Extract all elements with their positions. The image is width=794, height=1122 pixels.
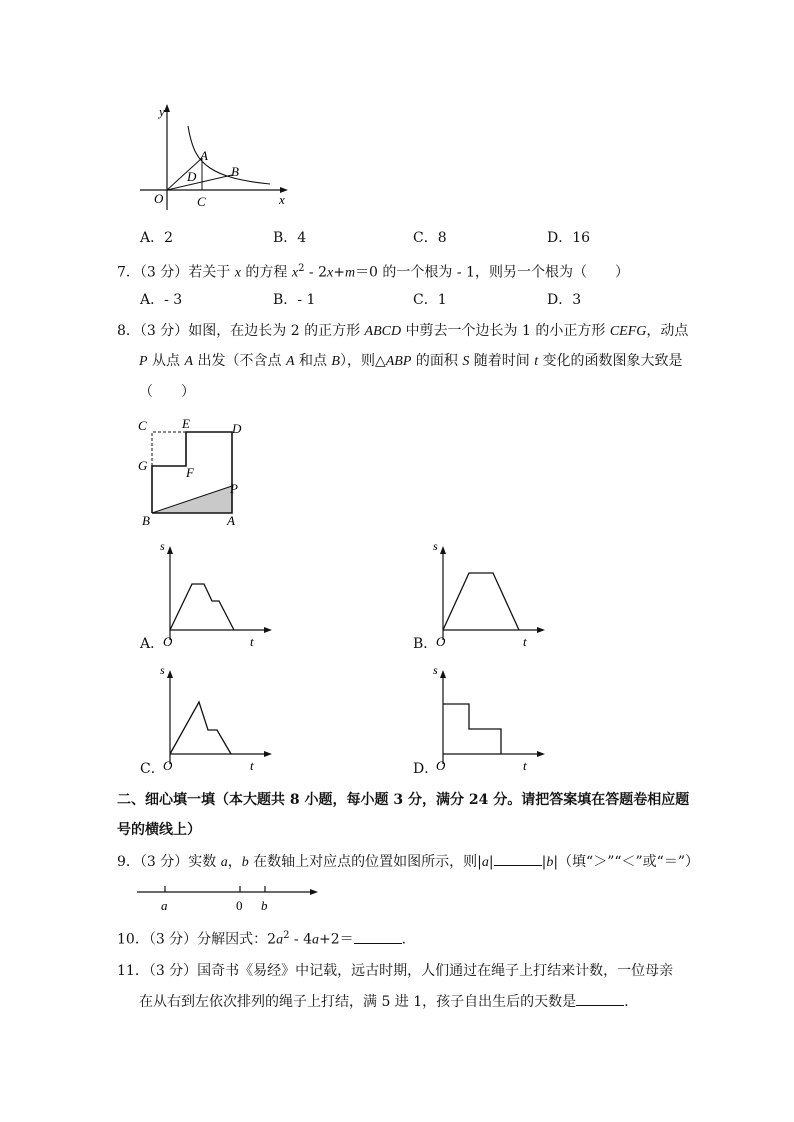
q8-square-figure (132, 412, 252, 530)
q6-segment-OB (167, 175, 232, 190)
q9-stem: 9．（3 分）实数 a，b 在数轴上对应点的位置如图所示，则|a| |b|（填“＞”“＜”或“＝”） (117, 851, 699, 873)
q8-stem-line1: 8．（3 分）如图，在边长为 2 的正方形 ABCD 中剪去一个边长为 1 的小正方形 CEFG，动点 (117, 323, 689, 339)
q9-number-line (135, 882, 320, 914)
q8-graph-d-curve (443, 704, 501, 754)
q6-label-D: D (187, 169, 197, 184)
q8-option-b-letter: B． (413, 636, 438, 652)
q7-option-a: A．- 3 (140, 292, 183, 308)
q8-label-D: D (232, 421, 242, 436)
section2-heading-line2: 号的横线上） (117, 822, 201, 838)
graph-label-t: t (523, 634, 527, 649)
q10-stem: 10．（3 分）分解因式：$2a^2 - 4a+2=$ . (117, 930, 407, 948)
graph-label-O: O (163, 634, 173, 649)
q6-option-c: C．8 (413, 230, 447, 246)
q8-label-P: P (230, 481, 238, 496)
q6-label-A: A (200, 148, 208, 163)
graph-label-O: O (436, 634, 446, 649)
q8-cut-square-dashed (152, 432, 186, 466)
q6-option-d: D．16 (547, 230, 591, 246)
q6-label-O: O (154, 191, 164, 206)
q11-stem-line2: 在从右到左依次排列的绳子上打结，满 5 进 1，孩子自出生后的天数是 . (139, 991, 629, 1012)
q8-graph-b (431, 538, 551, 656)
q6-label-B: B (231, 164, 239, 179)
q6-option-a: A．2 (140, 230, 174, 246)
graph-label-O: O (163, 758, 173, 773)
q9-label-zero: 0 (236, 898, 243, 913)
q7-option-d: D．3 (547, 292, 582, 308)
graph-label-s: s (433, 539, 438, 553)
q8-label-E: E (182, 416, 190, 431)
graph-label-t: t (250, 634, 254, 649)
q9-label-b: b (261, 898, 268, 913)
q6-label-C: C (197, 194, 206, 209)
q8-graph-d (431, 662, 551, 780)
q9-label-a: a (161, 898, 168, 913)
q9-answer-blank[interactable] (494, 851, 542, 866)
q8-graph-c (158, 662, 278, 780)
q7-option-c: C．1 (413, 292, 447, 308)
q11-stem-line1: 11．（3 分）国奇书《易经》中记载，远古时期，人们通过在绳子上打结来计数，一位母亲 (117, 963, 674, 979)
q8-graph-c-curve (170, 702, 231, 754)
q8-stem-line2: P 从点 A 出发（不含点 A 和点 B），则△ABP 的面积 S 随着时间 t 变化的函数图象大致是 (139, 353, 683, 369)
q8-graph-b-curve (443, 573, 519, 630)
q8-shaded-triangle-ABP (152, 486, 232, 513)
q7-stem: 7．（3 分）若关于 x 的方程 $x^2 - 2x+m=0$ 的一个根为 - 1，则另一个根为（ ） (117, 263, 629, 281)
q8-label-A: A (227, 513, 235, 528)
q8-label-G: G (138, 458, 148, 473)
graph-label-O: O (436, 758, 446, 773)
q8-label-C: C (138, 418, 147, 433)
q7-option-b: B．- 1 (273, 292, 316, 308)
q10-answer-blank[interactable] (354, 929, 402, 944)
q8-option-d-letter: D． (413, 761, 439, 777)
q6-y-arrow (164, 104, 170, 112)
q8-option-c-letter: C． (140, 761, 165, 777)
graph-label-s: s (160, 539, 165, 553)
section2-heading-line1: 二、细心填一填（本大题共 8 小题，每小题 3 分，满分 24 分。请把答案填在答题卷相应题 (117, 792, 690, 808)
q11-answer-blank[interactable] (576, 991, 624, 1006)
q8-option-a-letter: A． (140, 636, 165, 652)
q6-label-y: y (159, 104, 165, 119)
q8-answer-paren: （ ） (139, 384, 195, 400)
q6-label-x: x (279, 192, 285, 207)
graph-label-t: t (250, 758, 254, 773)
q6-hyperbola-figure (130, 98, 300, 213)
q8-graph-a-curve (170, 584, 234, 630)
graph-label-s: s (433, 663, 438, 677)
q8-label-B: B (142, 513, 150, 528)
graph-label-t: t (523, 758, 527, 773)
q6-segment-OA (167, 158, 202, 190)
q8-graph-a (158, 538, 278, 656)
q8-label-F: F (186, 465, 194, 480)
graph-label-s: s (160, 663, 165, 677)
q6-option-b: B．4 (273, 230, 307, 246)
